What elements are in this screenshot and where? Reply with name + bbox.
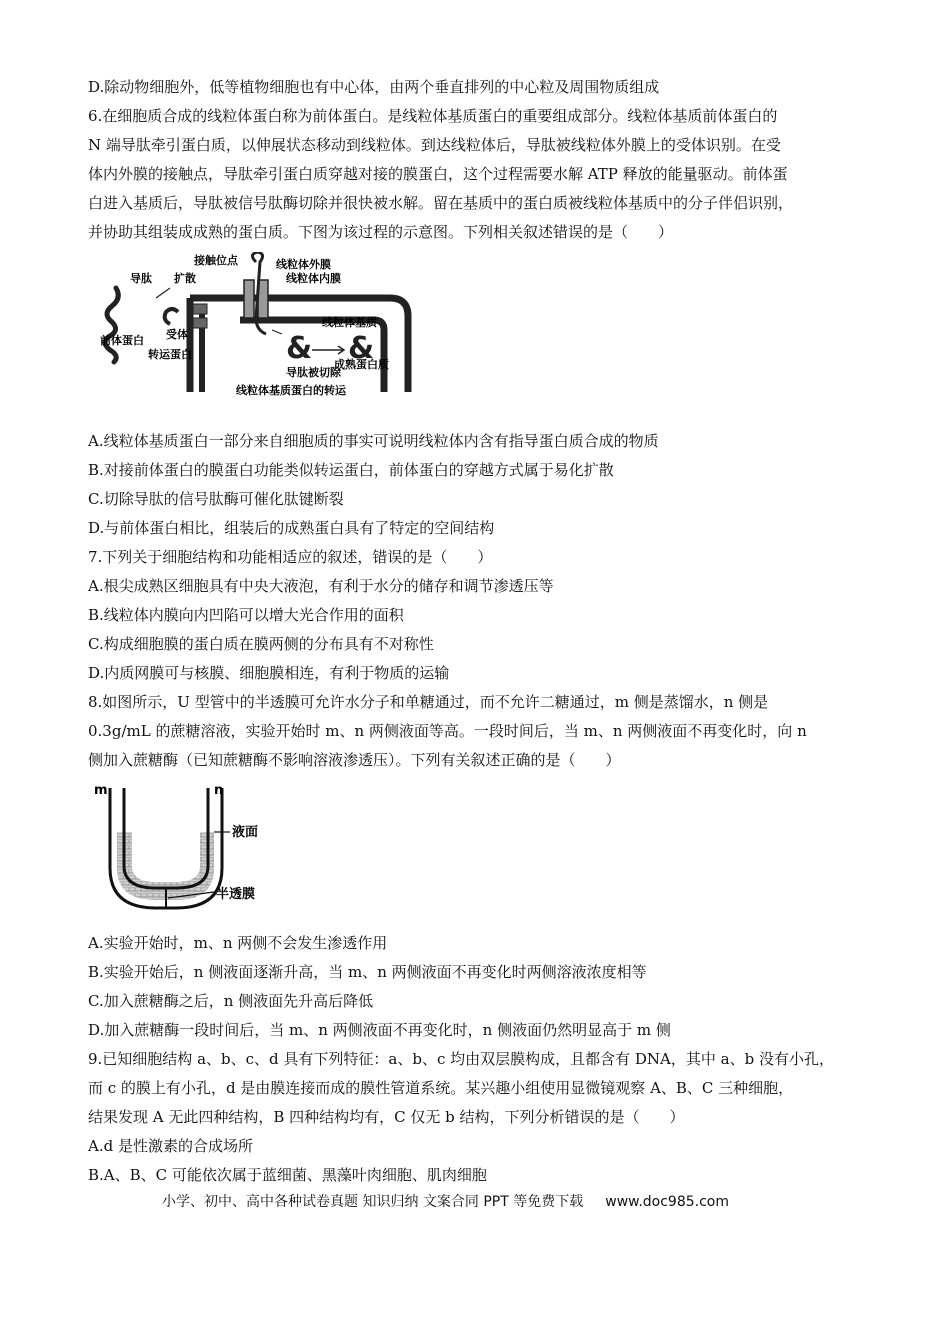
q8-stem-line-1: 8.如图所示，U 型管中的半透膜可允许水分子和单糖通过，而不允许二糖通过，m 侧是蒸馏水，n 侧是 [88,693,769,711]
q6-stem-line-3: 体内外膜的接触点，导肽牵引蛋白质穿越对接的膜蛋白，这个过程需要水解 ATP 释放的能量驱动。前体蛋 [88,165,788,183]
label-n: n [214,783,224,798]
q9-stem-line-3: 结果发现 A 无此四种结构，B 四种结构均有，C 仅无 b 结构，下列分析错误的是（ ） [88,1108,685,1126]
label-precursor: 前体蛋白 [100,334,144,347]
q6-option-a: A.线粒体基质蛋白一部分来自细胞质的事实可说明线粒体内含有指导蛋白质合成的物质 [88,432,659,450]
q8-option-d: D.加入蔗糖酶一段时间后，当 m、n 两侧液面不再变化时，n 侧液面仍然明显高于 m 侧 [88,1021,671,1039]
q8-option-c: C.加入蔗糖酶之后，n 侧液面先升高后降低 [88,992,374,1010]
mito-transport-figure [90,252,440,402]
svg-text:&: & [348,331,375,366]
q9-stem-line-1: 9.已知细胞结构 a、b、c、d 具有下列特征：a、b、c 均由双层膜构成，且都含有 DNA，其中 a、b 没有小孔， [88,1050,834,1068]
q7-stem: 7.下列关于细胞结构和功能相适应的叙述，错误的是（ ） [88,548,493,566]
label-m: m [94,783,108,798]
label-receptor: 受体 [166,328,188,341]
label-outer-membrane: 线粒体外膜 [276,258,331,271]
q6-stem-line-1: 6.在细胞质合成的线粒体蛋白称为前体蛋白。是线粒体基质蛋白的重要组成部分。线粒体基质前体蛋白的 [88,107,778,125]
q7-option-c: C.构成细胞膜的蛋白质在膜两侧的分布具有不对称性 [88,635,434,653]
svg-text:&: & [286,331,313,366]
q6-option-d: D.与前体蛋白相比，组装后的成熟蛋白具有了特定的空间结构 [88,519,495,537]
q7-option-d: D.内质网膜可与核膜、细胞膜相连，有利于物质的运输 [88,664,450,682]
q9-option-a: A.d 是性激素的合成场所 [88,1137,253,1155]
q7-option-a: A.根尖成熟区细胞具有中央大液泡，有利于水分的储存和调节渗透压等 [88,577,554,595]
label-matrix: 线粒体基质 [322,316,377,329]
label-membrane: 半透膜 [216,887,256,902]
q6-stem-line-4: 白进入基质后，导肽被信号肽酶切除并很快被水解。留在基质中的蛋白质被线粒体基质中的分子伴侣识别， [88,194,794,212]
label-surface: 液面 [232,825,259,840]
q6-option-c: C.切除导肽的信号肽酶可催化肽键断裂 [88,490,344,508]
footer-url[interactable]: www.doc985.com [605,1194,729,1210]
q6-stem-line-2: N 端导肽牵引蛋白质，以伸展状态移动到线粒体。到达线粒体后，导肽被线粒体外膜上的受体识别。在受 [88,136,781,154]
label-transporter: 转运蛋白 [148,348,192,361]
q8-option-b: B.实验开始后，n 侧液面逐渐升高，当 m、n 两侧液面不再变化时两侧溶液浓度相等 [88,963,647,981]
q9-option-b: B.A、B、C 可能依次属于蓝细菌、黑藻叶肉细胞、肌肉细胞 [88,1166,487,1184]
label-mature: 成熟蛋白质 [334,358,389,371]
label-contact: 接触位点 [194,254,238,267]
q6-option-b: B.对接前体蛋白的膜蛋白功能类似转运蛋白，前体蛋白的穿越方式属于易化扩散 [88,461,614,479]
q6-stem-line-5: 并协助其组装成成熟的蛋白质。下图为该过程的示意图。下列相关叙述错误的是（ ） [88,223,674,241]
label-cut: 导肽被切除 [286,366,341,379]
label-inner-membrane: 线粒体内膜 [286,272,341,285]
figure-caption: 线粒体基质蛋白的转运 [236,384,346,397]
u-tube-figure [90,780,280,910]
q8-stem-line-3: 侧加入蔗糖酶（已知蔗糖酶不影响溶液渗透压）。下列有关叙述正确的是（ ） [88,751,621,769]
q8-stem-line-2: 0.3g/mL 的蔗糖溶液，实验开始时 m、n 两侧液面等高。一段时间后，当 m、n 两侧液面不再变化时，向 n [88,722,807,740]
q5-option-d: D.除动物细胞外，低等植物细胞也有中心体，由两个垂直排列的中心粒及周围物质组成 [88,78,660,96]
label-leader: 导肽 [130,272,152,285]
page-footer [162,1192,729,1212]
q9-stem-line-2: 而 c 的膜上有小孔，d 是由膜连接而成的膜性管道系统。某兴趣小组使用显微镜观察 A、B、C 三种细胞， [88,1079,794,1097]
label-diffuse: 扩散 [174,272,196,285]
footer-text: 小学、初中、高中各种试卷真题 知识归纳 文案合同 PPT 等免费下载 [162,1194,584,1210]
q8-option-a: A.实验开始时，m、n 两侧不会发生渗透作用 [88,934,388,952]
q7-option-b: B.线粒体内膜向内凹陷可以增大光合作用的面积 [88,606,404,624]
